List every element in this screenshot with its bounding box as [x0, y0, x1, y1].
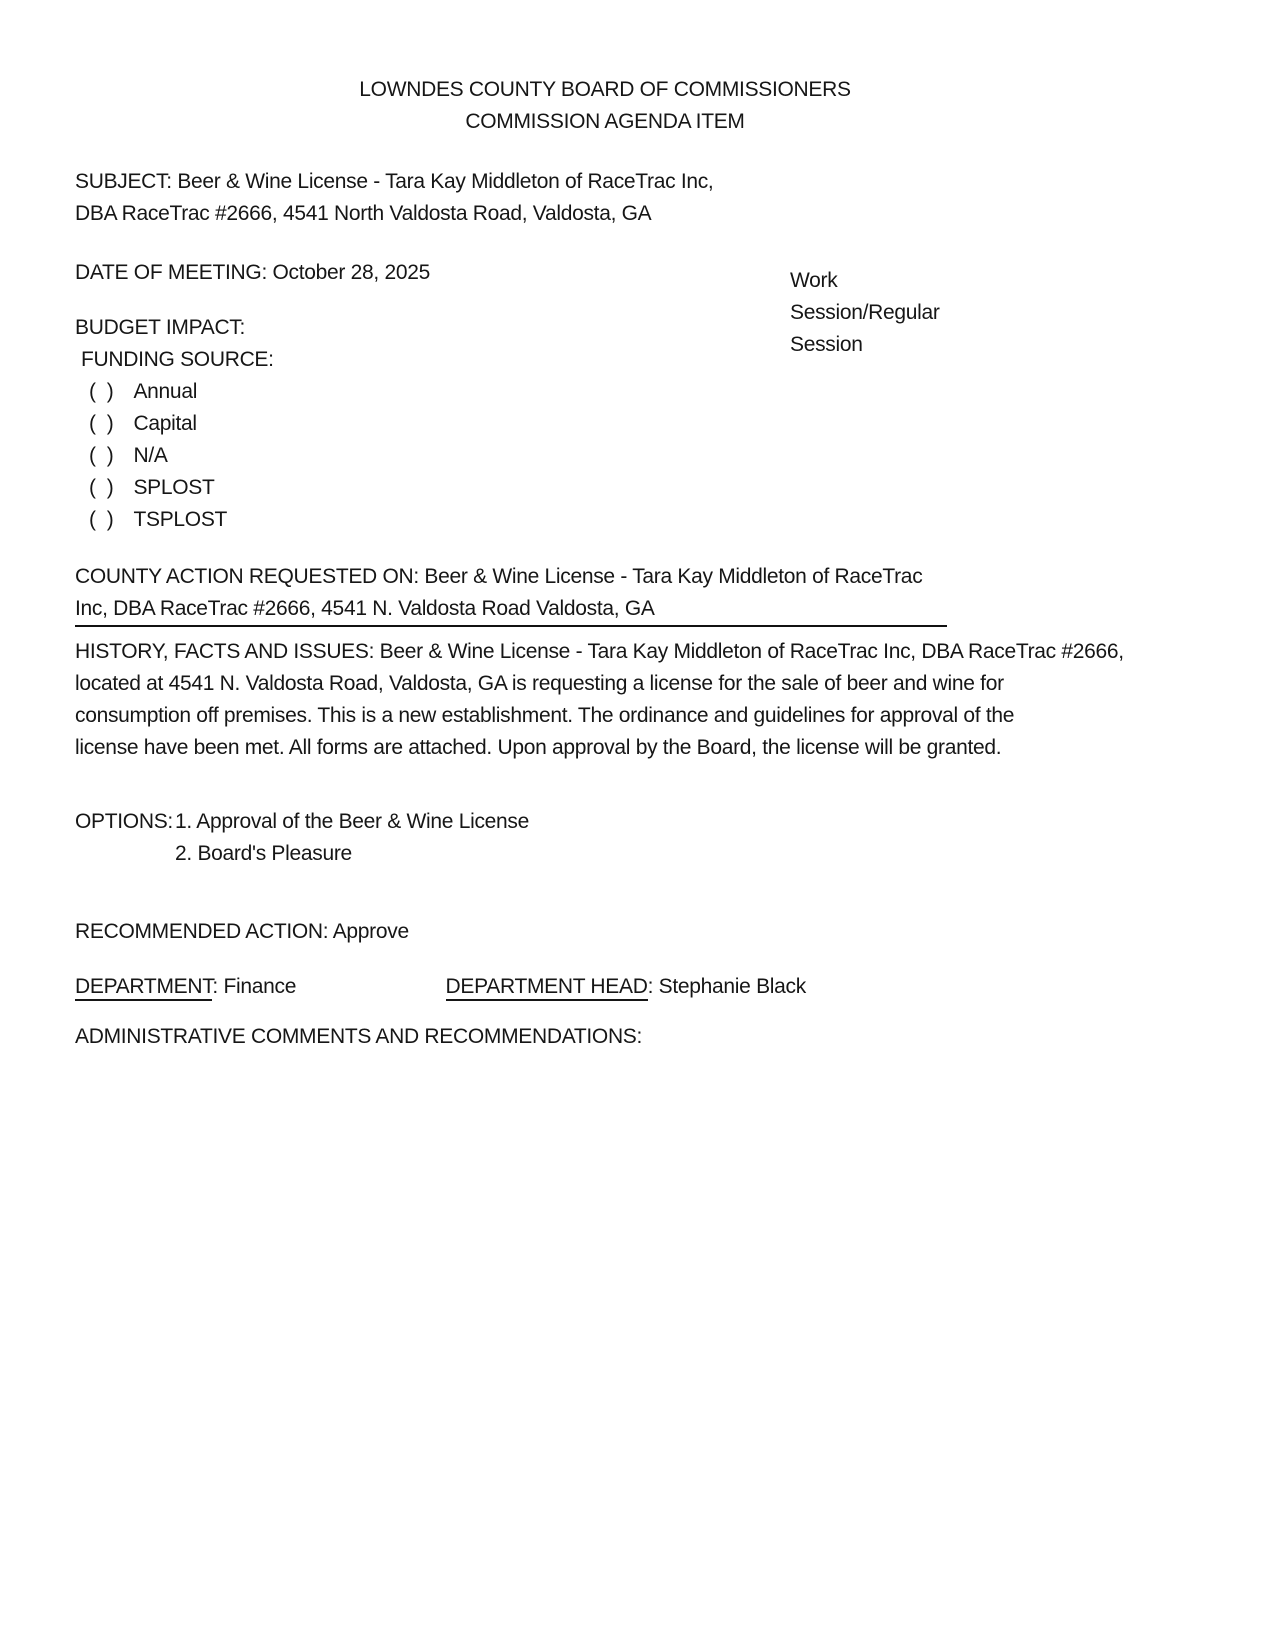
department-separator: : — [212, 975, 224, 998]
options-list — [175, 806, 529, 870]
recommended-action-value: Approve — [332, 920, 409, 943]
funding-option-tsplost — [89, 504, 1145, 536]
subject-line-1: SUBJECT: Beer & Wine License - Tara Kay Middleton of RaceTrac Inc, — [75, 170, 714, 193]
county-action-section — [75, 561, 947, 627]
history-line-2: located at 4541 N. Valdosta Road, Valdosta, GA is requesting a license for the sale of beer and wine for — [75, 672, 1004, 695]
recommended-action-label: RECOMMENDED ACTION: — [75, 920, 329, 943]
admin-comments-label: ADMINISTRATIVE COMMENTS AND RECOMMENDATIONS: — [75, 1025, 643, 1048]
funding-option-capital — [89, 408, 1145, 440]
checkbox-empty-icon: ( ) — [89, 380, 114, 403]
checkbox-empty-icon: ( ) — [89, 476, 114, 499]
funding-option-splost — [89, 472, 1145, 504]
document-header — [75, 74, 1135, 138]
options-label: OPTIONS: — [75, 810, 173, 833]
funding-option-na — [89, 440, 1145, 472]
department-label: DEPARTMENT — [75, 975, 212, 1001]
funding-option-label: Annual — [133, 380, 198, 403]
option-item-2: 2. Board's Pleasure — [175, 842, 352, 865]
recommended-action-section — [75, 916, 1145, 948]
county-action-line-2: Inc, DBA RaceTrac #2666, 4541 N. Valdosta Road Valdosta, GA — [75, 597, 655, 620]
department-head-separator: : — [647, 975, 659, 998]
checkbox-empty-icon: ( ) — [89, 444, 114, 467]
history-line-1: HISTORY, FACTS AND ISSUES: Beer & Wine License - Tara Kay Middleton of RaceTrac Inc, DBA RaceTrac #2666, — [75, 640, 1124, 663]
funding-option-annual — [89, 376, 1145, 408]
department-head-value: Stephanie Black — [658, 975, 806, 998]
option-item-1: 1. Approval of the Beer & Wine License — [175, 810, 529, 833]
funding-source-label: FUNDING SOURCE: — [81, 348, 274, 371]
session-type-label: Work Session/Regular Session — [790, 269, 940, 356]
subject-line-2: DBA RaceTrac #2666, 4541 North Valdosta Road, Valdosta, GA — [75, 202, 652, 225]
funding-option-label: Capital — [133, 412, 197, 435]
funding-option-label: N/A — [133, 444, 168, 467]
checkbox-empty-icon: ( ) — [89, 412, 114, 435]
budget-impact-label: BUDGET IMPACT: — [75, 316, 246, 339]
funding-option-label: SPLOST — [133, 476, 215, 499]
department-head-label: DEPARTMENT HEAD — [446, 975, 648, 1001]
department-value: Finance — [223, 975, 297, 998]
department-head-group — [446, 975, 806, 1001]
meeting-date: DATE OF MEETING: October 28, 2025 — [75, 261, 430, 284]
funding-options-list — [75, 376, 1145, 536]
history-line-3: consumption off premises. This is a new establishment. The ordinance and guidelines for approval of the — [75, 704, 1015, 727]
options-section — [75, 806, 1145, 870]
subject-section — [75, 166, 1145, 230]
history-section — [75, 636, 1145, 764]
county-action-line-1: COUNTY ACTION REQUESTED ON: Beer & Wine License - Tara Kay Middleton of RaceTrac — [75, 565, 923, 588]
funding-option-label: TSPLOST — [133, 508, 228, 531]
document-subtitle: COMMISSION AGENDA ITEM — [465, 110, 745, 133]
checkbox-empty-icon: ( ) — [89, 508, 114, 531]
document-title: LOWNDES COUNTY BOARD OF COMMISSIONERS — [359, 78, 851, 101]
department-section — [75, 971, 1145, 1003]
department-group — [75, 971, 440, 1003]
history-line-4: license have been met. All forms are attached. Upon approval by the Board, the license will be granted. — [75, 736, 1002, 759]
